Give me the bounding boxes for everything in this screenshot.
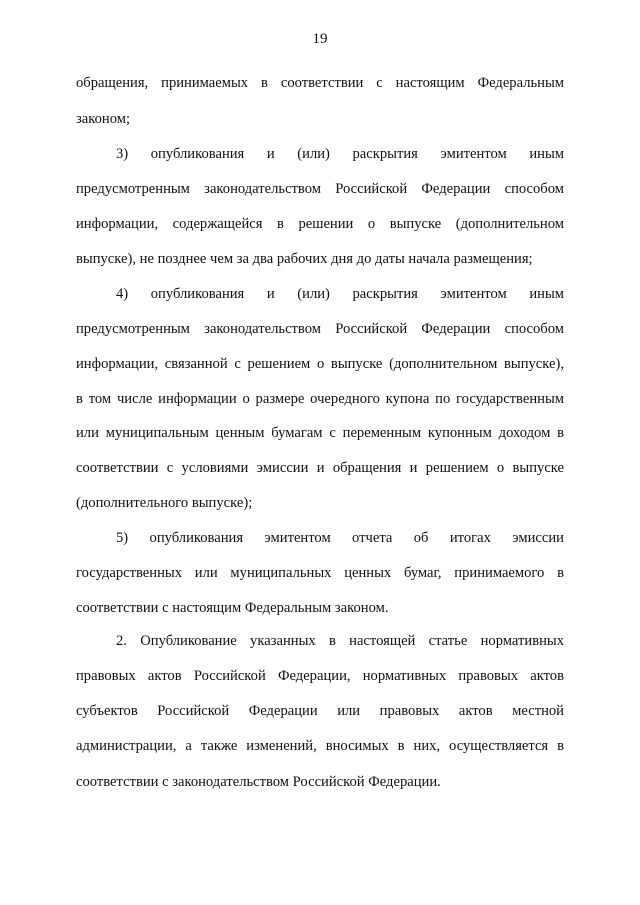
text-line: предусмотренным законодательством Российской Федерации способом — [76, 321, 564, 337]
text-line: соответствии с условиями эмиссии и обращения и решением о выпуске — [76, 460, 564, 476]
text-line: правовых актов Российской Федерации, нормативных правовых актов — [76, 668, 564, 684]
text-line: в том числе информации о размере очередного купона по государственным — [76, 391, 564, 407]
text-line: обращения, принимаемых в соответствии с настоящим Федеральным — [76, 75, 564, 91]
text-line: законом; — [76, 111, 131, 127]
text-line: соответствии с законодательством Российской Федерации. — [76, 774, 441, 790]
text-line: или муниципальным ценным бумагам с переменным купонным доходом в — [76, 425, 564, 441]
text-line: 4) опубликования и (или) раскрытия эмитентом иным — [116, 286, 564, 302]
text-line: информации, содержащейся в решении о выпуске (дополнительном — [76, 216, 564, 232]
text-line: предусмотренным законодательством Российской Федерации способом — [76, 181, 564, 197]
text-line: (дополнительного выпуске); — [76, 495, 253, 511]
page-number: 19 — [312, 31, 328, 47]
text-line: выпуске), не позднее чем за два рабочих дня до даты начала размещения; — [76, 251, 533, 267]
text-line: соответствии с настоящим Федеральным законом. — [76, 600, 389, 616]
text-line: информации, связанной с решением о выпуске (дополнительном выпуске), — [76, 356, 564, 372]
text-line: 5) опубликования эмитентом отчета об итогах эмиссии — [116, 530, 564, 546]
text-line: 3) опубликования и (или) раскрытия эмитентом иным — [116, 146, 564, 162]
text-line: 2. Опубликование указанных в настоящей статье нормативных — [116, 633, 564, 649]
text-line: администрации, а также изменений, вносимых в них, осуществляется в — [76, 738, 564, 754]
text-line: субъектов Российской Федерации или правовых актов местной — [76, 703, 564, 719]
text-line: государственных или муниципальных ценных бумаг, принимаемого в — [76, 565, 564, 581]
